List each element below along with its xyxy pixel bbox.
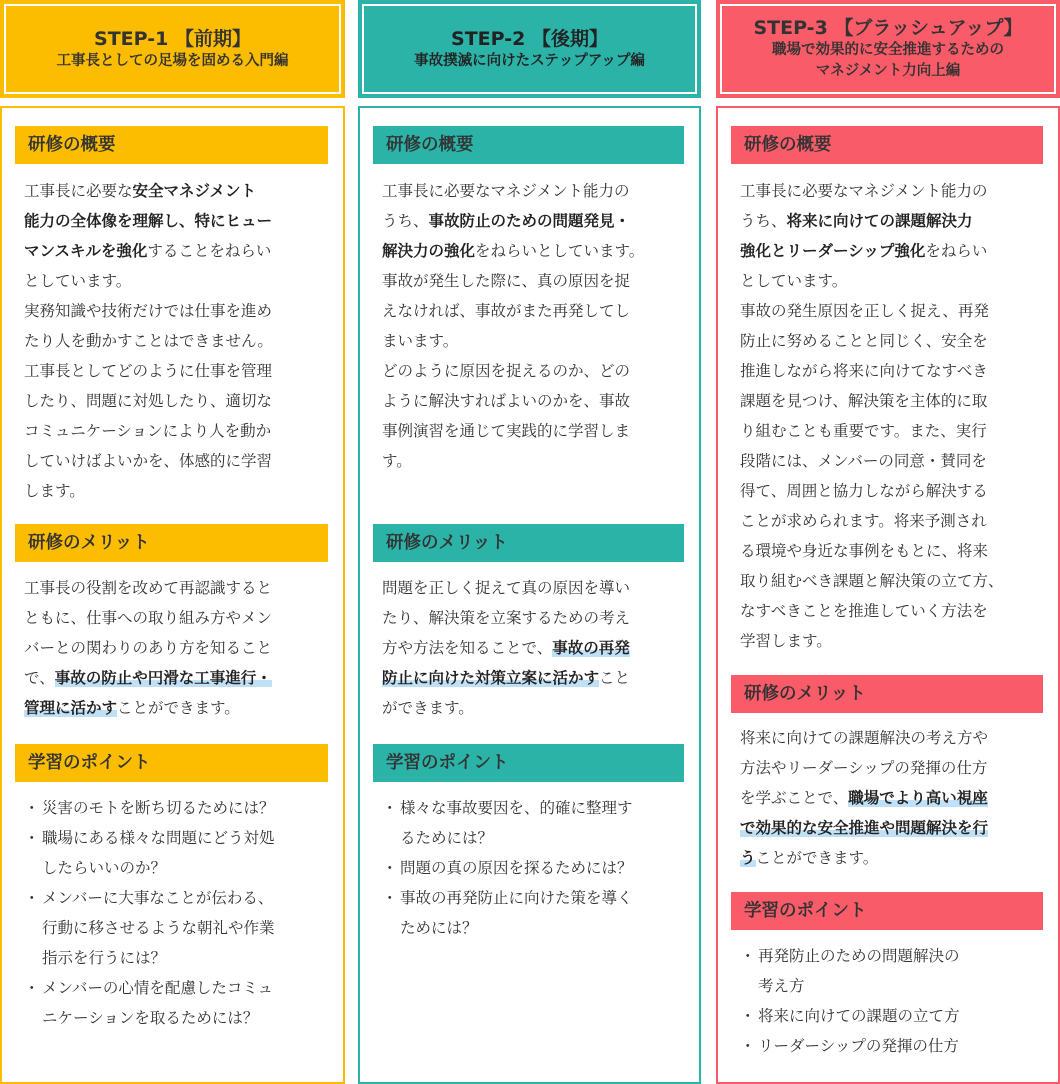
- body-text: 将来に向けての課題解決の考え方や 方法やリーダーシップの発揮の仕方 を学ぶことで、: [740, 729, 989, 807]
- step1-points-label: 学習のポイント: [15, 744, 328, 782]
- step3-overview-label: 研修の概要: [731, 126, 1043, 164]
- highlight-text: 職場でより高い視座 で効果的な安全推進や問題解決を行 う: [740, 789, 989, 867]
- point-item: ・ メンバーの心情を配慮したコミュ ニケーションを取るためには？: [24, 973, 335, 1033]
- emphasis-text: 事故防止のための問題発見・ 解決力の強化: [382, 212, 631, 260]
- step1-points-list: [24, 793, 335, 1033]
- body-text: 工事長に必要な: [24, 182, 133, 200]
- body-text: をねらいとしています。 事故が発生した際に、真の原因を捉 えなければ、事故がまた再発してし まいます。 どのように原因を捉えるのか、どの ように解決すればよいのかを、事故 事例演習を通じて実践的に学習しま す。: [382, 242, 645, 470]
- point-item: ・ 将来に向けての課題の立て方: [740, 1001, 1050, 1031]
- point-item: ・ 再発防止のための問題解決の 考え方: [740, 941, 1050, 1001]
- step2-points-list: [382, 793, 691, 943]
- body-text: することをねらい としています。 実務知識や技術だけでは仕事を進め たり人を動かすことはできません。 工事長としてどのように仕事を管理 したり、問題に対処したり、適切な コミュニケーションにより人を動か していけばよいかを、体感的に学習 します。: [24, 242, 273, 500]
- step2-subtitle: 事故撲滅に向けたステップアップ編: [414, 52, 645, 69]
- point-item: ・ メンバーに大事なことが伝わる、 行動に移させるような朝礼や作業 指示を行うには？: [24, 883, 335, 973]
- step1-content-box: [0, 106, 345, 1084]
- step2-content-box: [358, 106, 701, 1084]
- step3-overview-text: [740, 176, 1048, 656]
- step2-column: [358, 0, 701, 1084]
- step2-merit-text: [382, 573, 689, 723]
- point-item: ・ 職場にある様々な問題にどう対処 したらいいのか？: [24, 823, 335, 883]
- step1-overview-text: [24, 176, 333, 506]
- step3-points-label: 学習のポイント: [731, 892, 1043, 930]
- step3-column: [716, 0, 1060, 1084]
- point-item: ・ リーダーシップの発揮の仕方: [740, 1031, 1050, 1061]
- step1-subtitle: 工事長としての足場を固める入門編: [56, 52, 289, 69]
- step1-merit-text: [24, 573, 333, 723]
- step3-content-box: [716, 106, 1060, 1084]
- body-text: 工事長に必要なマネジメント能力の うち、: [740, 182, 988, 230]
- emphasis-text: 将来に向けての課題解決力 強化とリーダーシップ強化: [740, 212, 973, 260]
- body-text: こと ができます。: [382, 669, 631, 717]
- step3-header-frame: [720, 4, 1056, 94]
- body-text: 工事長の役割を改めて再認識すると ともに、仕事への取り組み方やメン バーとの関わりのあり方を知ること で、: [24, 579, 273, 687]
- step2-overview-label: 研修の概要: [373, 126, 684, 164]
- step1-overview-label: 研修の概要: [15, 126, 328, 164]
- highlight-text: 事故の防止や円滑な工事進行・ 管理に活かす: [24, 669, 272, 717]
- body-text: 工事長に必要なマネジメント能力の うち、: [382, 182, 630, 230]
- step3-subtitle: 職場で効果的に安全推進するための マネジメント力向上編: [772, 42, 1004, 79]
- step3-merit-label: 研修のメリット: [731, 675, 1043, 713]
- body-text: をねらい としています。 事故の発生原因を正しく捉え、再発 防止に努めることと同じく、安全を 推進しながら将来に向けてなすべき 課題を見つけ、解決策を主体的に取 り組むことも重要です。また、実行 段階には、メンバーの同意・賛同を 得て、周囲と協力しながら解決する ことが求められます。将来予測され る環境や身近な事例をもとに、将来 取り組むべき課題と解決策の立て方、 なすべきことを推進していく方法を 学習します。: [740, 242, 1004, 650]
- step2-merit-label: 研修のメリット: [373, 524, 684, 562]
- step1-header-frame: [4, 4, 341, 94]
- point-item: ・ 災害のモトを断ち切るためには？: [24, 793, 335, 823]
- step2-header-frame: [362, 4, 697, 94]
- step2-title: STEP-2 【後期】: [451, 27, 608, 50]
- step1-header: [0, 0, 345, 98]
- step3-header: [716, 0, 1060, 98]
- point-item: ・ 様々な事故要因を、的確に整理す るためには？: [382, 793, 691, 853]
- point-item: ・ 問題の真の原因を探るためには？: [382, 853, 691, 883]
- body-text: ことができます。: [755, 849, 879, 867]
- step1-column: [0, 0, 345, 1084]
- body-text: 問題を正しく捉えて真の原因を導い たり、解決策を立案するための考え 方や方法を知ることで、: [382, 579, 631, 657]
- step2-header: [358, 0, 701, 98]
- step3-points-list: [740, 941, 1050, 1061]
- step1-title: STEP-1 【前期】: [94, 27, 251, 50]
- step3-merit-text: [740, 723, 1048, 873]
- point-item: ・ 事故の再発防止に向けた策を導く ためには？: [382, 883, 691, 943]
- step3-title: STEP-3 【ブラッシュアップ】: [753, 17, 1023, 39]
- highlight-text: 事故の再発 防止に向けた対策立案に活かす: [382, 639, 630, 687]
- emphasis-text: 安全マネジメント 能力の全体像を理解し、特にヒュー マンスキルを強化: [24, 182, 273, 260]
- step2-overview-text: [382, 176, 689, 476]
- step1-merit-label: 研修のメリット: [15, 524, 328, 562]
- body-text: ことができます。: [117, 699, 240, 717]
- step2-points-label: 学習のポイント: [373, 744, 684, 782]
